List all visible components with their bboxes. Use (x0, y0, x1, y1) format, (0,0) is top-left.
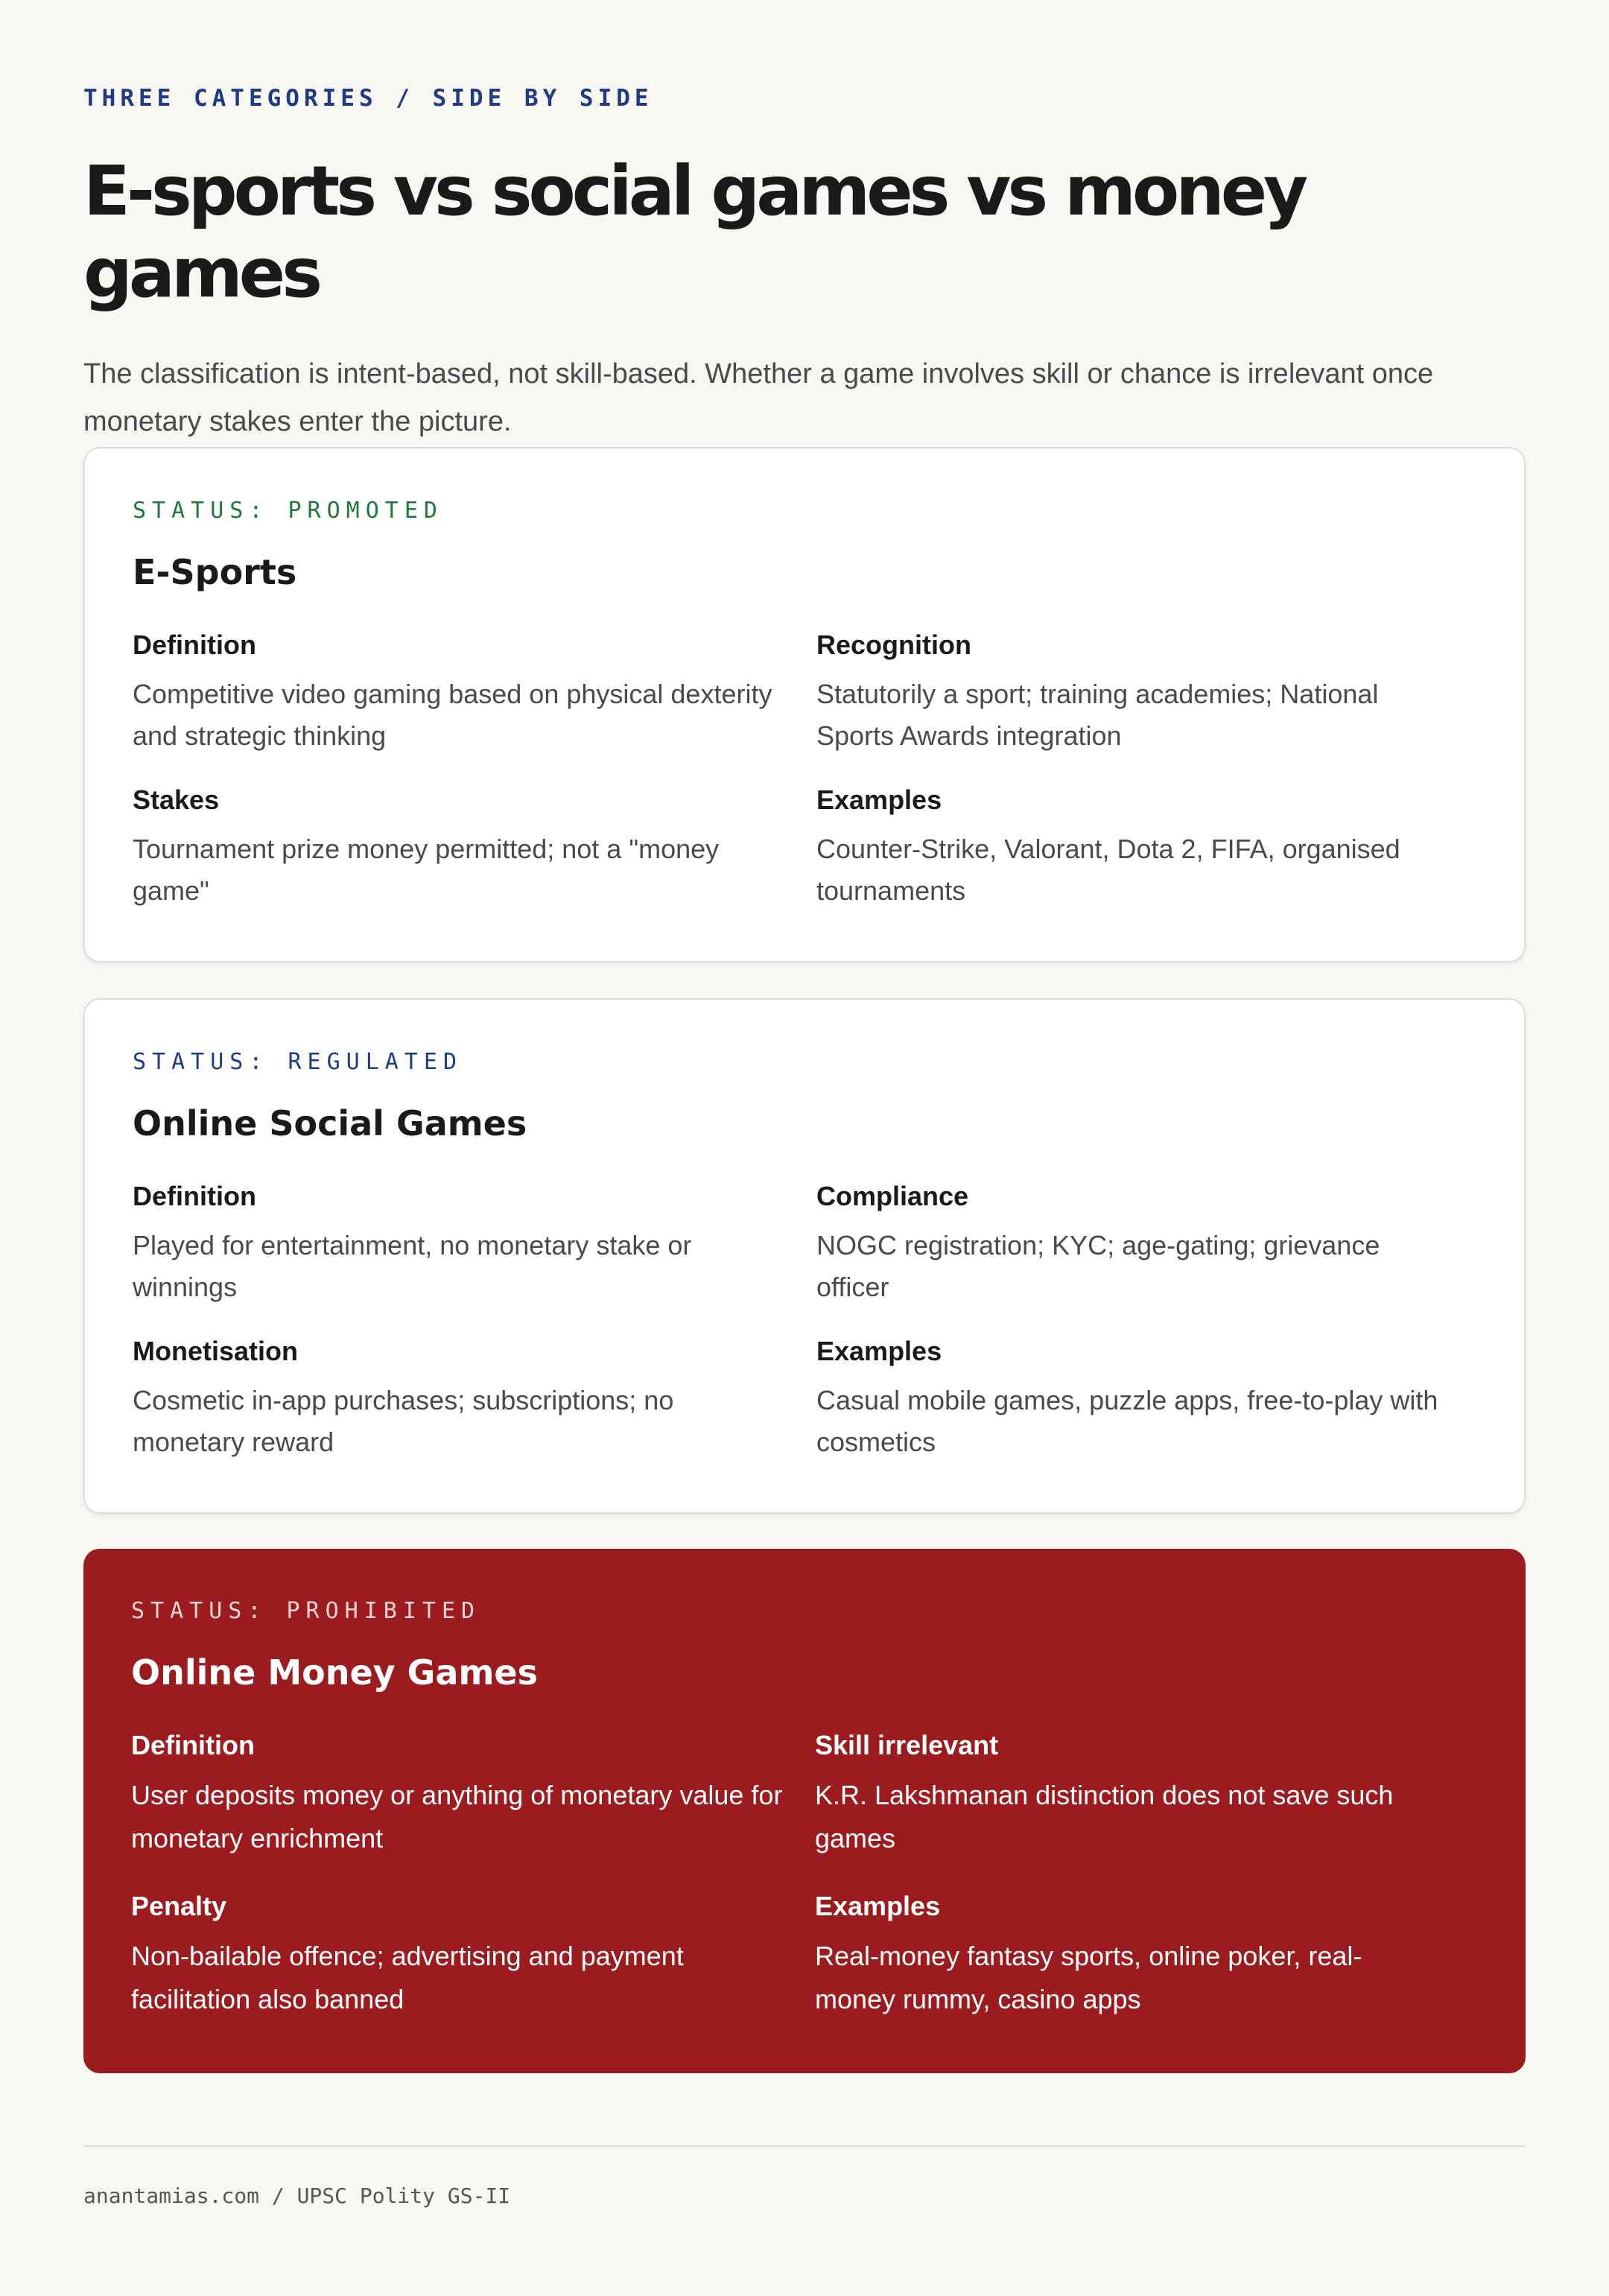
status-label: STATUS: PROMOTED (133, 498, 443, 524)
field-label: Recognition (816, 630, 971, 660)
field-stakes (133, 782, 816, 937)
field-value: Played for entertainment, no monetary stake or winnings (133, 1230, 692, 1302)
field-monetisation (133, 1333, 816, 1488)
field-definition (131, 1728, 815, 1889)
status-label: STATUS: PROHIBITED (131, 1598, 481, 1624)
status-label: STATUS: REGULATED (133, 1049, 463, 1075)
field-value: Statutorily a sport; training academies; National Sports Awards integration (816, 679, 1379, 751)
footer-divider (83, 2146, 1526, 2147)
page-title: E-sports vs social games vs money games (83, 151, 1305, 313)
field-label: Examples (816, 1336, 942, 1366)
field-value: User deposits money or anything of monetary value for monetary enrichment (131, 1780, 783, 1853)
field-value: Casual mobile games, puzzle apps, free-to-play with cosmetics (816, 1385, 1438, 1457)
card-title: Online Social Games (133, 1103, 527, 1144)
field-examples (816, 782, 1472, 937)
field-examples (816, 1333, 1472, 1488)
card-esports (83, 447, 1526, 963)
field-grid (131, 1728, 1478, 2049)
field-value: Non-bailable offence; advertising and payment facilitation also banned (131, 1941, 684, 2014)
field-examples (815, 1889, 1470, 2049)
field-label: Skill irrelevant (815, 1730, 999, 1760)
field-label: Penalty (131, 1891, 227, 1921)
field-label: Definition (133, 630, 256, 660)
field-value: Real-money fantasy sports, online poker, real-money rummy, casino apps (815, 1941, 1362, 2014)
card-title: E-Sports (133, 552, 297, 592)
field-label: Definition (133, 1181, 256, 1211)
field-penalty (131, 1889, 815, 2049)
field-value: Tournament prize money permitted; not a "money game" (133, 834, 720, 906)
field-value: Counter-Strike, Valorant, Dota 2, FIFA, organised tournaments (816, 834, 1400, 906)
field-value: Competitive video gaming based on physical dexterity and strategic thinking (133, 679, 772, 751)
field-definition (133, 627, 816, 782)
field-label: Monetisation (133, 1336, 298, 1366)
field-value: K.R. Lakshmanan distinction does not save such games (815, 1780, 1394, 1853)
field-value: Cosmetic in-app purchases; subscriptions; no monetary reward (133, 1385, 674, 1457)
footer-text: anantamias.com / UPSC Polity GS-II (83, 2184, 511, 2208)
field-label: Examples (816, 784, 942, 815)
eyebrow: THREE CATEGORIES / SIDE BY SIDE (83, 85, 653, 112)
field-label: Examples (815, 1891, 941, 1921)
field-skill-irrelevant (815, 1728, 1470, 1889)
card-title: Online Money Games (131, 1652, 538, 1693)
field-label: Stakes (133, 784, 220, 815)
card-money-games (83, 1549, 1526, 2073)
field-recognition (816, 627, 1472, 782)
field-label: Definition (131, 1730, 255, 1760)
field-definition (133, 1179, 816, 1333)
card-social-games (83, 998, 1526, 1514)
field-compliance (816, 1179, 1472, 1333)
field-grid (133, 1179, 1476, 1488)
field-value: NOGC registration; KYC; age-gating; grievance officer (816, 1230, 1380, 1302)
field-label: Compliance (816, 1181, 969, 1211)
lede-paragraph: The classification is intent-based, not skill-based. Whether a game involves skill or chance is irrelevant once monetary stakes enter the picture. (83, 358, 1434, 437)
field-grid (133, 627, 1476, 937)
